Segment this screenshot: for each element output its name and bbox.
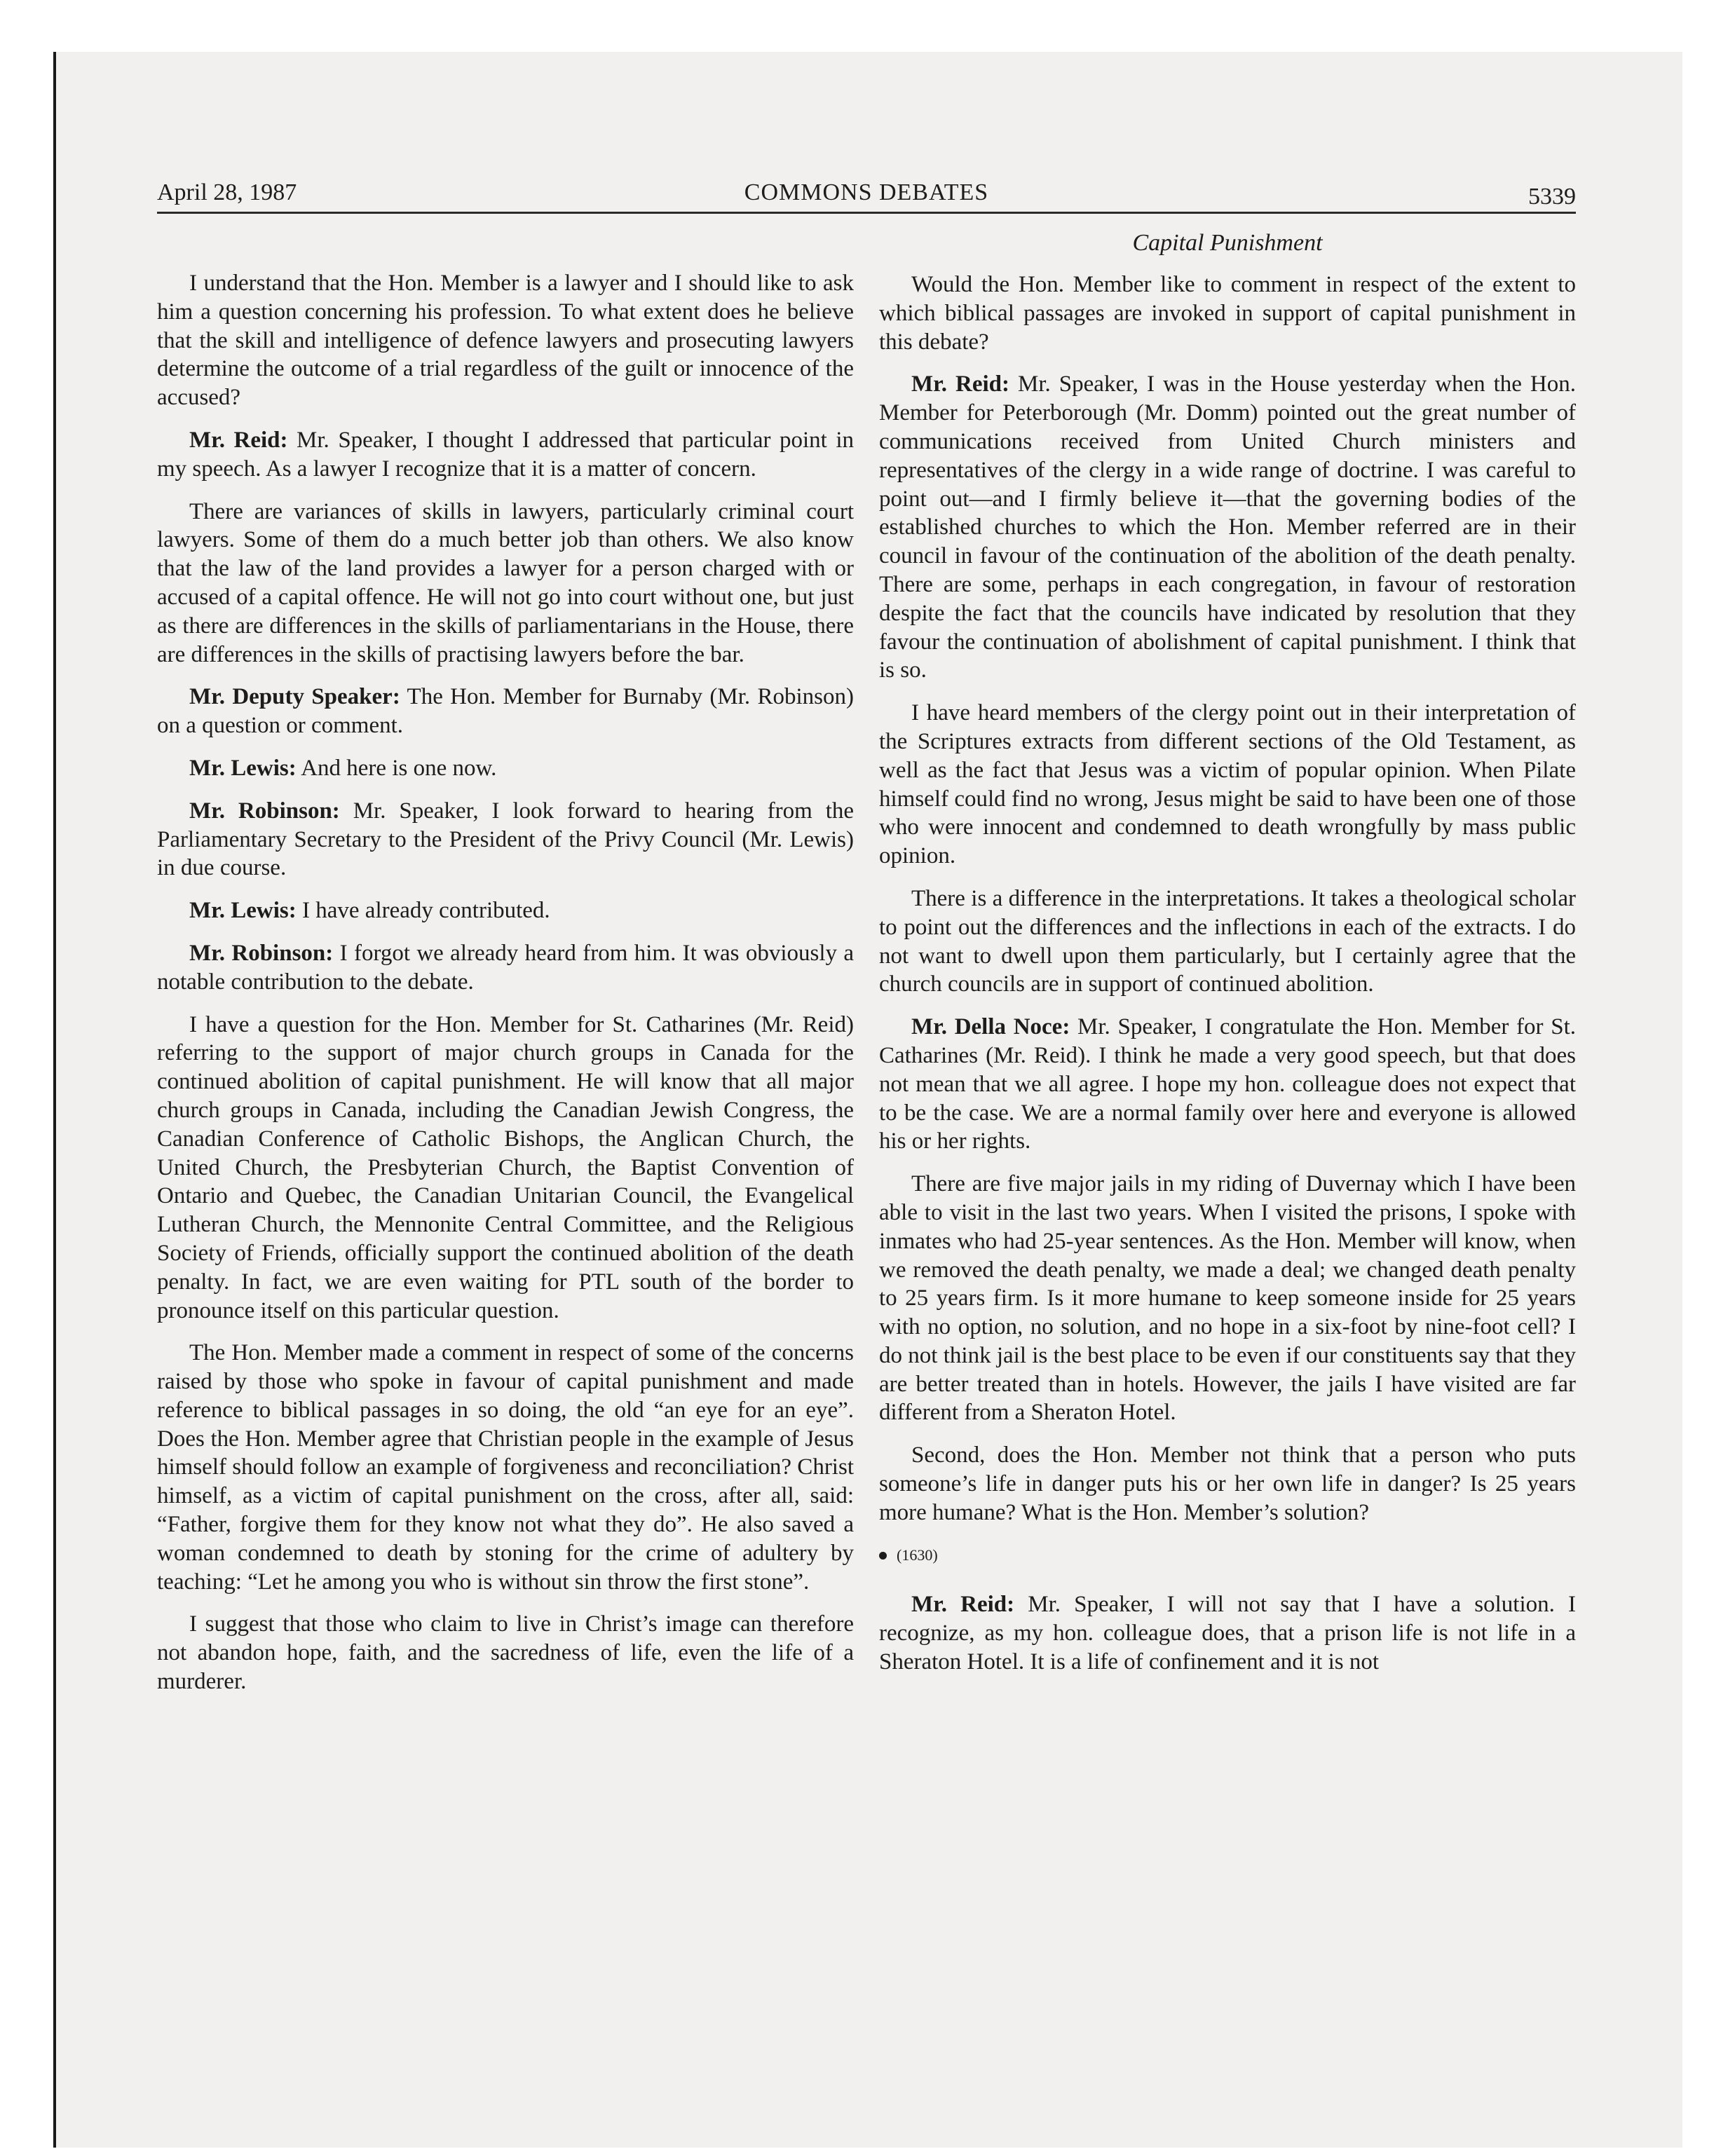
speaker-name: Mr. Robinson: bbox=[189, 798, 340, 824]
paragraph bbox=[157, 1610, 854, 1696]
bullet-icon bbox=[879, 1552, 887, 1560]
section-heading: Capital Punishment bbox=[1132, 230, 1323, 256]
paragraph bbox=[157, 683, 854, 740]
paragraph-text: There are five major jails in my riding of Duvernay which I have been able to visit in the last two years. When I visited the prisons, I spoke with inmates who had 25-year sentences. As the Hon. Member will know, when we removed the death penalty, we made a deal; we changed death penalty to 25 years firm. Is it more humane to keep someone inside for 25 years with no option, no solution, and no hope in a six-foot by nine-foot cell? I do not think jail is the best place to be even if our constituents say that they are better treated than in hotels. However, the jails I have visited are far different from a Sheraton Hotel. bbox=[879, 1171, 1576, 1426]
paragraph bbox=[157, 797, 854, 882]
paragraph bbox=[157, 1011, 854, 1325]
paragraph bbox=[157, 498, 854, 669]
paragraph-text: Second, does the Hon. Member not think that a person who puts someone’s life in danger puts his or her own life in danger? Is 25 years more humane? What is the Hon. Member’s solution? bbox=[879, 1442, 1576, 1525]
paragraph-text: There is a difference in the interpretations. It takes a theological scholar to point out the differences and the inflections in each of the extracts. I do not want to dwell upon them particularly, but I certainly agree that the church councils are in support of continued abolition. bbox=[879, 885, 1576, 997]
paragraph-text: I have a question for the Hon. Member for St. Catharines (Mr. Reid) referring to the support of major church groups in Canada for the continued abolition of capital punishment. He will know that all major church groups in Canada, including the Canadian Jewish Congress, the Canadian Conference of Catholic Bishops, the Anglican Church, the United Church, the Presbyterian Church, the Baptist Convention of Ontario and Quebec, the Canadian Unitarian Council, the Evangelical Lutheran Church, the Mennonite Central Committee, and the Religious Society of Friends, officially support the continued abolition of the death penalty. In fact, we are even waiting for PTL south of the border to pronounce itself on this particular question. bbox=[157, 1011, 854, 1323]
paragraph bbox=[879, 1441, 1576, 1527]
paragraph bbox=[157, 896, 854, 925]
paragraph bbox=[879, 885, 1576, 999]
paragraph-text: Mr. Speaker, I was in the House yesterday when the Hon. Member for Peterborough (Mr. Domm) pointed out the great number of communications received from United Church ministers and representatives of the clergy in a wide range of doctrine. I was careful to point out—and I firmly believe it—that the governing bodies of the established churches to which the Hon. Member referred are in their council in favour of the continuation of the abolition of the death penalty. There are some, perhaps in each congregation, in favour of restoration despite the fact that the councils have indicated by resolution that they favour the continuation of abolishment of capital punishment. I think that is so. bbox=[879, 371, 1577, 683]
paragraph bbox=[157, 1339, 854, 1596]
paragraph-text: Mr. Speaker, I thought I addressed that particular point in my speech. As a lawyer I recognize that it is a matter of concern. bbox=[157, 427, 854, 482]
header-title: COMMONS DEBATES bbox=[744, 179, 989, 205]
paragraph-text: I forgot we already heard from him. It was obviously a notable contribution to the debate. bbox=[157, 940, 855, 995]
speaker-name: Mr. Della Noce: bbox=[911, 1014, 1070, 1040]
paragraph-text: I have heard members of the clergy point out in their interpretation of the Scriptures extracts from different sections of the Old Testament, as well as the fact that Jesus was a victim of popular opinion. When Pilate himself could find no wrong, Jesus might be said to have been one of those who were innocent and condemned to death wrongfully by mass public opinion. bbox=[879, 700, 1576, 869]
speaker-name: Mr. Lewis: bbox=[189, 755, 297, 781]
header-date: April 28, 1987 bbox=[157, 179, 297, 205]
paragraph bbox=[157, 754, 854, 783]
paragraph-text: Mr. Speaker, I look forward to hearing from the Parliamentary Secretary to the President of the Privy Council (Mr. Lewis) in due course. bbox=[157, 798, 855, 881]
speaker-name: Mr. Reid: bbox=[911, 1592, 1015, 1618]
right-column-upper bbox=[879, 271, 1576, 1527]
right-column bbox=[879, 271, 1576, 1691]
speaker-name: Mr. Robinson: bbox=[189, 940, 334, 966]
paragraph bbox=[879, 699, 1576, 871]
speaker-name: Mr. Reid: bbox=[189, 427, 288, 453]
time-marker-label: (1630) bbox=[897, 1546, 938, 1564]
paragraph-text: I have already contributed. bbox=[302, 898, 550, 924]
paragraph bbox=[879, 271, 1576, 356]
paragraph-text: I suggest that those who claim to live in Christ’s image can therefore not abandon hope, faith, and the sacredness of life, even the life of a murderer. bbox=[157, 1611, 854, 1695]
paragraph bbox=[879, 1170, 1576, 1427]
paragraph bbox=[879, 1013, 1576, 1156]
paragraph-text: Would the Hon. Member like to comment in respect of the extent to which biblical passages are invoked in support of capital punishment in this debate? bbox=[879, 272, 1576, 355]
speaker-name: Mr. Reid: bbox=[911, 371, 1010, 397]
paragraph-text: And here is one now. bbox=[301, 755, 497, 781]
paragraph-text: The Hon. Member for Burnaby (Mr. Robinson) on a question or comment. bbox=[157, 684, 854, 739]
paragraph-text: Mr. Speaker, I congratulate the Hon. Member for St. Catharines (Mr. Reid). I think he made a very good speech, but that does not mean that we all agree. I hope my hon. colleague does not expect that to be the case. We are a normal family over here and everyone is allowed his or her rights. bbox=[879, 1014, 1576, 1154]
speaker-name: Mr. Lewis: bbox=[189, 898, 297, 924]
left-column bbox=[157, 269, 854, 1710]
running-header bbox=[157, 172, 1576, 214]
paragraph bbox=[879, 1590, 1576, 1676]
paragraph bbox=[157, 939, 854, 997]
header-page-number: 5339 bbox=[1528, 184, 1576, 210]
paragraph bbox=[157, 269, 854, 412]
paragraph-text: There are variances of skills in lawyers, particularly criminal court lawyers. Some of them do a much better job than others. We also know that the law of the land provides a lawyer for a person charged with or accused of a capital offence. He will not go into court without one, but just as there are differences in the skills of parliamentarians in the House, there are differences in the skills of practising lawyers before the bar. bbox=[157, 498, 854, 667]
paragraph bbox=[157, 426, 854, 484]
paragraph-text: Mr. Speaker, I will not say that I have a solution. I recognize, as my hon. colleague does, that a prison life is not life in a Sheraton Hotel. It is a life of confinement and it is not bbox=[879, 1592, 1576, 1675]
paragraph bbox=[879, 370, 1576, 685]
speaker-name: Mr. Deputy Speaker: bbox=[189, 684, 400, 710]
paragraph-text: The Hon. Member made a comment in respect of some of the concerns raised by those who spoke in favour of capital punishment and made reference to biblical passages in so doing, the old “an eye for an eye”. Does the Hon. Member agree that Christian people in the example of Jesus himself should follow an example of forgiveness and reconciliation? Christ himself, as a victim of capital punishment on the cross, after all, said: “Father, forgive them for they know not what they do”. He also saved a woman condemned to death by stoning for the crime of adultery by teaching: “Let he among you who is without sin throw the first stone”. bbox=[157, 1340, 854, 1595]
binding-edge bbox=[53, 52, 56, 2148]
right-column-lower bbox=[879, 1590, 1576, 1676]
paragraph-text: I understand that the Hon. Member is a lawyer and I should like to ask him a question concerning his profession. To what extent does he believe that the skill and intelligence of defence lawyers and prosecuting lawyers determine the outcome of a trial regardless of the guilt or innocence of the accused? bbox=[157, 271, 854, 411]
time-marker bbox=[879, 1541, 1576, 1570]
